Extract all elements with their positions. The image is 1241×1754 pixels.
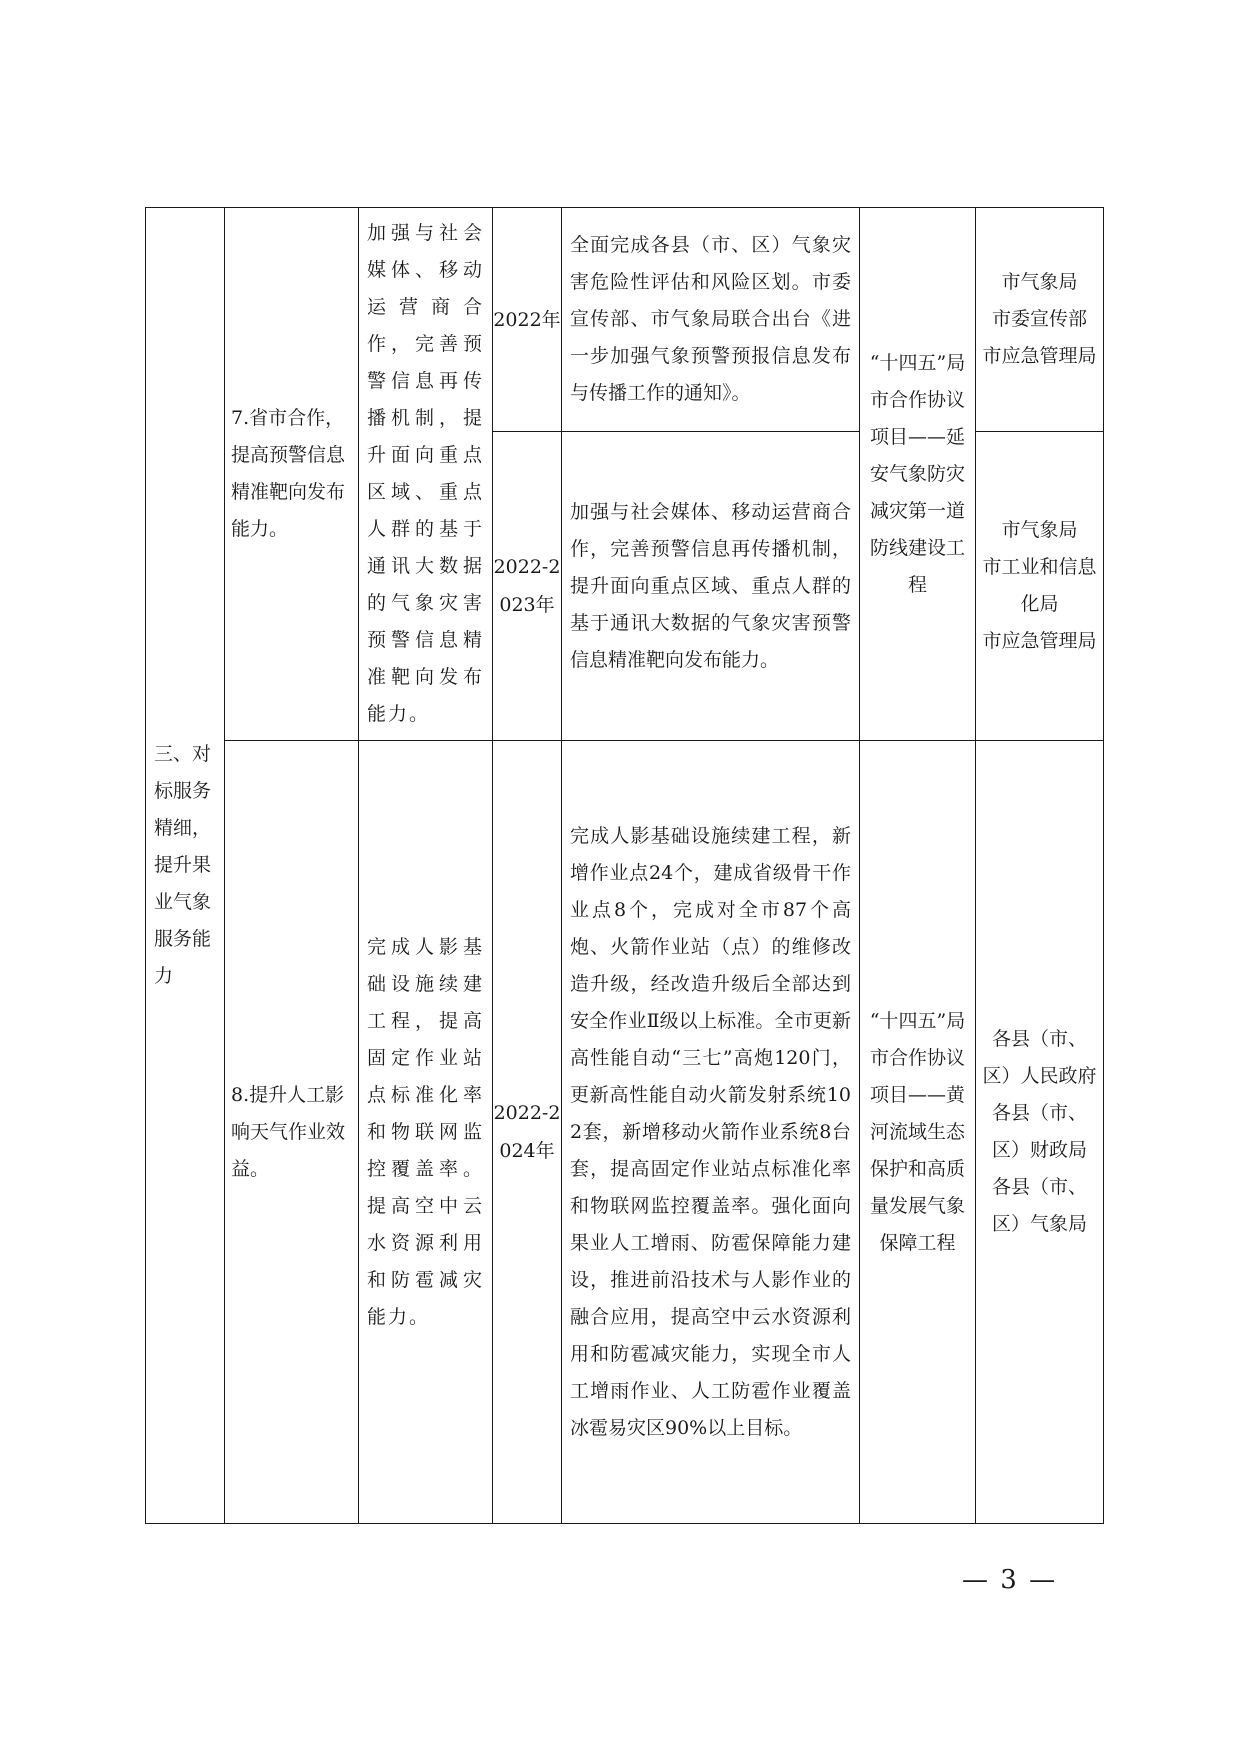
period-cell — [493, 741, 562, 1524]
period-cell — [493, 208, 562, 432]
unit-text: 各县（市、区）人民政府 — [982, 1028, 1097, 1087]
unit-text: 各县（市、区）气象局 — [991, 1176, 1087, 1235]
task-text: 7.省市合作，提高预警信息精准靶向发布能力。 — [231, 407, 346, 540]
period-cell — [493, 432, 562, 741]
measure-cell — [359, 208, 493, 741]
project-text: “十四五”局市合作协议项目——延安气象防灾减灾第一道防线建设工程 — [869, 351, 966, 596]
content-cell — [562, 741, 860, 1524]
unit-text: 市应急管理局 — [982, 630, 1097, 652]
units-cell — [976, 432, 1104, 741]
measure-text: 加强与社会媒体、移动运营商合作，完善预警信息再传播机制，提升面向重点区域、重点人群的基于通讯大数据的气象灾害预警信息精准靶向发布能力。 — [367, 222, 484, 725]
plan-table — [145, 207, 1104, 1524]
task-cell — [225, 208, 359, 741]
unit-text: 市工业和信息化局 — [982, 556, 1097, 615]
units-cell — [976, 741, 1104, 1524]
content-text: 完成人影基础设施续建工程，新增作业点24个，建成省级骨干作业点8个，完成对全市87个高炮、火箭作业站（点）的维修改造升级，经改造升级后全部达到安全作业Ⅱ级以上标准。全市更新高性能自动“三七”高炮120门，更新高性能自动火箭发射系统102套，新增移动火箭作业系统8台套，提高固定作业站点标准化率和物联网监控覆盖率。强化面向果业人工增雨、防雹保障能力建设，推进前沿技术与人影作业的融合应用，提高空中云水资源利用和防雹减灾能力，实现全市人工增雨作业、人工防雹作业覆盖冰雹易灾区90%以上目标。 — [570, 824, 851, 1439]
task-cell — [225, 741, 359, 1524]
content-text: 全面完成各县（市、区）气象灾害危险性评估和风险区划。市委宣传部、市气象局联合出台《进一步加强气象预警预报信息发布与传播工作的通知》。 — [570, 234, 851, 404]
section-cell — [146, 208, 225, 1524]
unit-text: 市应急管理局 — [982, 345, 1097, 367]
period-text: 2022-2023年 — [493, 556, 561, 616]
unit-text: 各县（市、区）财政局 — [991, 1102, 1087, 1161]
content-cell — [562, 208, 860, 432]
section-text: 三、对标服务精细，提升果业气象服务能力 — [154, 743, 212, 987]
content-text: 加强与社会媒体、移动运营商合作，完善预警信息再传播机制，提升面向重点区域、重点人群的基于通讯大数据的气象灾害预警信息精准靶向发布能力。 — [570, 500, 851, 671]
task-text: 8.提升人工影响天气作业效益。 — [231, 1083, 346, 1180]
measure-cell — [359, 741, 493, 1524]
table-row — [146, 208, 1104, 432]
units-cell — [976, 208, 1104, 432]
content-cell — [562, 432, 860, 741]
unit-text: 市气象局 — [1001, 271, 1078, 293]
project-text: “十四五”局市合作协议项目——黄河流域生态保护和高质量发展气象保障工程 — [869, 1009, 966, 1254]
project-cell — [860, 741, 976, 1524]
unit-text: 市气象局 — [1001, 519, 1078, 541]
page-number: — 3 — — [962, 1565, 1058, 1595]
table-row — [146, 741, 1104, 1524]
period-text: 2022-2024年 — [493, 1102, 561, 1162]
period-text: 2022年 — [493, 308, 561, 331]
unit-text: 市委宣传部 — [991, 308, 1087, 330]
measure-text: 完成人影基础设施续建工程，提高固定作业站点标准化率和物联网监控覆盖率。提高空中云水资源利用和防雹减灾能力。 — [367, 935, 484, 1328]
project-cell — [860, 208, 976, 741]
